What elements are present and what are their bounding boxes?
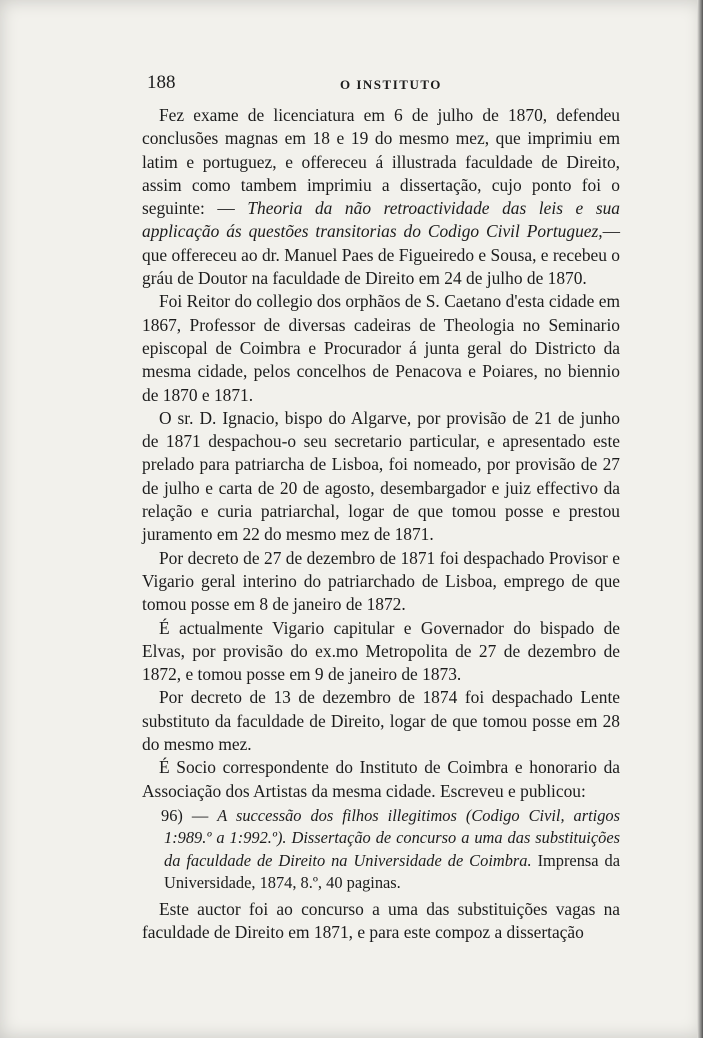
- paragraph-4: Por decreto de 27 de dezembro de 1871 foi despachado Provisor e Vigario geral interino do patriarchado de Lisboa, emprego de que tomou posse em 8 de janeiro de 1872.: [142, 547, 620, 615]
- page-edge-shadow: [697, 0, 703, 1038]
- paragraph-8: Este auctor foi ao concurso a uma das substituições vagas na faculdade de Direito em 1871, e para este compoz a dissertação: [142, 899, 620, 943]
- paragraph-2: Foi Reitor do collegio dos orphãos de S. Caetano d'esta cidade em 1867, Professor de diversas cadeiras de Theologia no Seminario episcopal de Coimbra e Procurador á junta geral do Districto da mesma cidade, pelos concelhos de Penacova e Poiares, no biennio de 1870 e 1871.: [142, 291, 620, 405]
- paragraph-3: O sr. D. Ignacio, bispo do Algarve, por provisão de 21 de junho de 1871 despachou-o seu secretario particular, e apresentado este prelado para patriarcha de Lisboa, foi nomeado, por provisão de 27 de julho e carta de 20 de agosto, desembargador e juiz effectivo da relação e curia patriarchal, logar de que tomou posse e prestou juramento em 22 do mesmo mez de 1871.: [142, 407, 620, 545]
- page-number: 188: [147, 72, 176, 93]
- paragraph-1: Fez exame de licenciatura em 6 de julho de 1870, defendeu conclusões magnas em 18 e 19 do mesmo mez, que imprimiu em latim e portuguez, e offereceu á illustrada faculdade de Direito, assim como tambem imprimiu a dissertação, cujo ponto foi o seguinte: — Theoria da não retroactividade das leis e sua applicação ás questões transitorias do Codigo Civil Portuguez,— que offereceu ao dr. Manuel Paes de Figueiredo e Sousa, e recebeu o gráu de Doutor na faculdade de Direito em 24 de julho de 1870.: [142, 105, 620, 289]
- page-header: [147, 72, 615, 94]
- body-text: [142, 104, 620, 945]
- running-head: O INSTITUTO: [340, 77, 442, 92]
- paragraph-6: Por decreto de 13 de dezembro de 1874 foi despachado Lente substituto da faculdade de Direito, logar de que tomou posse em 28 do mesmo mez.: [142, 687, 620, 755]
- dissertation-title: Theoria da não retroactividade das leis e sua applicação ás questões transitorias do Codigo Civil Portuguez,: [142, 198, 620, 242]
- bibliography-entry: 96) — A successão dos filhos illegitimos (Codigo Civil, artigos 1:989.º a 1:992.º). Dissertação de concurso a uma das substituições da faculdade de Direito na Universidade de Coimbra. Imprensa da Universidade, 1874, 8.º, 40 paginas.: [161, 805, 620, 892]
- paragraph-5: É actualmente Vigario capitular e Governador do bispado de Elvas, por provisão do ex.mo Metropolita de 27 de dezembro de 1872, e tomou posse em 9 de janeiro de 1873.: [142, 617, 620, 685]
- paragraph-7: É Socio correspondente do Instituto de Coimbra e honorario da Associação dos Artistas da mesma cidade. Escreveu e publicou:: [142, 757, 620, 801]
